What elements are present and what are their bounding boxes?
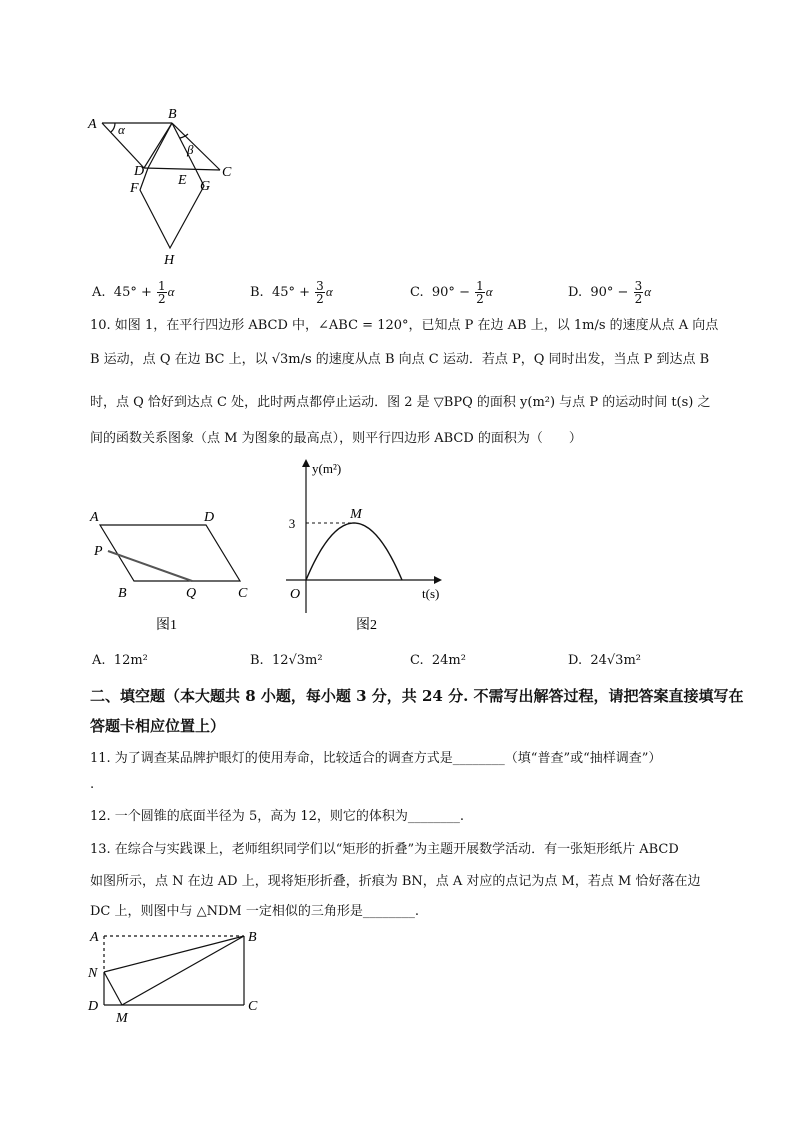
q13-line-2: 如图所示，点 N 在边 AD 上，现将矩形折叠，折痕为 BN，点 A 对应的点记为点 M，若点 M 恰好落在边 (90, 874, 701, 889)
q13-label-a: A (90, 930, 99, 945)
q13-line-3: DC 上，则图中与 △NDM 一定相似的三角形是________. (90, 904, 420, 919)
q10-option-c[interactable]: C. 24m² (410, 653, 466, 668)
q13-figure (84, 924, 274, 1028)
section-2-heading-line-1: 二、填空题（本大题共 8 小题，每小题 3 分，共 24 分. 不需写出解答过程，请把答案直接填写在 (90, 687, 744, 705)
q10-line-4: 间的函数关系图象（点 M 为图象的最高点），则平行四边形 ABCD 的面积为（ ） (90, 431, 582, 446)
q13-label-n: N (88, 966, 98, 981)
q9-option-a[interactable]: A. 45° + $\frac{1}{2}$ α (92, 279, 175, 306)
q10-fig2-curve (306, 523, 402, 580)
q9-option-d[interactable]: D. 90° − $\frac{3}{2}$ α (568, 279, 652, 306)
q9-label-d: D (134, 164, 145, 179)
q9-label-alpha: α (118, 122, 125, 137)
q10-fig1-label-c: C (238, 586, 248, 601)
q9-label-f: F (130, 181, 139, 196)
q10-figure-2 (282, 455, 452, 635)
q9-label-b: B (168, 107, 177, 122)
q13-label-d: D (88, 999, 99, 1014)
q13-label-c: C (248, 999, 258, 1014)
q10-option-d[interactable]: D. 24√3m² (568, 653, 641, 668)
q10-fig1-label-b: B (118, 586, 127, 601)
q10-fig1-label-p: P (94, 544, 103, 559)
q9-label-c: C (222, 165, 232, 180)
q9-label-h: H (164, 253, 175, 268)
q9-option-c[interactable]: C. 90° − $\frac{1}{2}$ α (410, 279, 493, 306)
q11-line-2: . (90, 777, 95, 792)
q13-label-b: B (248, 930, 257, 945)
q9-option-b-fraction: $\frac{3}{2}$ (316, 279, 324, 306)
q10-fig1-segment-pq (108, 551, 192, 581)
q9-label-beta: β (187, 142, 194, 157)
section-2-heading-line-2: 答题卡相应位置上） (90, 717, 226, 735)
q9-figure (82, 100, 252, 270)
q10-fig2-y-label: y(m²) (312, 461, 342, 476)
q10-fig2-caption: 图2 (356, 618, 377, 633)
q9-option-c-fraction: $\frac{1}{2}$ (476, 279, 484, 306)
q9-option-b[interactable]: B. 45° + $\frac{3}{2}$ α (250, 279, 333, 306)
q13-label-m: M (116, 1011, 128, 1026)
q10-option-a[interactable]: A. 12m² (92, 653, 148, 668)
q9-option-d-fraction: $\frac{3}{2}$ (634, 279, 643, 306)
q10-fig1-label-a: A (90, 510, 99, 525)
q9-label-a: A (88, 117, 97, 132)
q12-line-1: 12. 一个圆锥的底面半径为 5，高为 12，则它的体积为________. (90, 809, 465, 824)
q10-fig1-label-q: Q (186, 586, 197, 601)
q10-fig1-caption: 图1 (156, 618, 177, 633)
q10-line-3: 时，点 Q 恰好到达点 C 处，此时两点都停止运动．图 2 是 ▽BPQ 的面积 y(m²) 与点 P 的运动时间 t(s) 之 (90, 395, 711, 410)
q10-fig2-max-label: M (350, 507, 362, 522)
q10-fig1-label-d: D (204, 510, 215, 525)
q10-fig2-y-arrow (302, 459, 310, 467)
q10-line-1: 10. 如图 1，在平行四边形 ABCD 中，∠ABC = 120°，已知点 P 在边 AB 上，以 1m/s 的速度从点 A 向点 (90, 318, 719, 333)
q10-fig2-y-tick-3: 3 (288, 516, 296, 531)
q13-line-1: 13. 在综合与实践课上，老师组织同学们以“矩形的折叠”为主题开展数学活动．有一张矩形纸片 ABCD (90, 842, 679, 857)
q9-label-g: G (200, 179, 211, 194)
q10-figure-1 (88, 505, 268, 635)
q9-label-e: E (178, 173, 187, 188)
q11-line-1: 11. 为了调查某品牌护眼灯的使用寿命，比较适合的调查方式是________（填“普查”或“抽样调查”） (90, 751, 662, 766)
q10-option-b[interactable]: B. 12√3m² (250, 653, 323, 668)
q10-line-2: B 运动，点 Q 在边 BC 上，以 √3m/s 的速度从点 B 向点 C 运动．若点 P，Q 同时出发，当点 P 到达点 B (90, 352, 710, 367)
q10-fig2-x-arrow (434, 576, 442, 584)
q10-fig2-x-label: t(s) (422, 586, 440, 601)
q10-fig2-origin: O (290, 587, 301, 602)
q9-option-a-fraction: $\frac{1}{2}$ (158, 279, 166, 306)
